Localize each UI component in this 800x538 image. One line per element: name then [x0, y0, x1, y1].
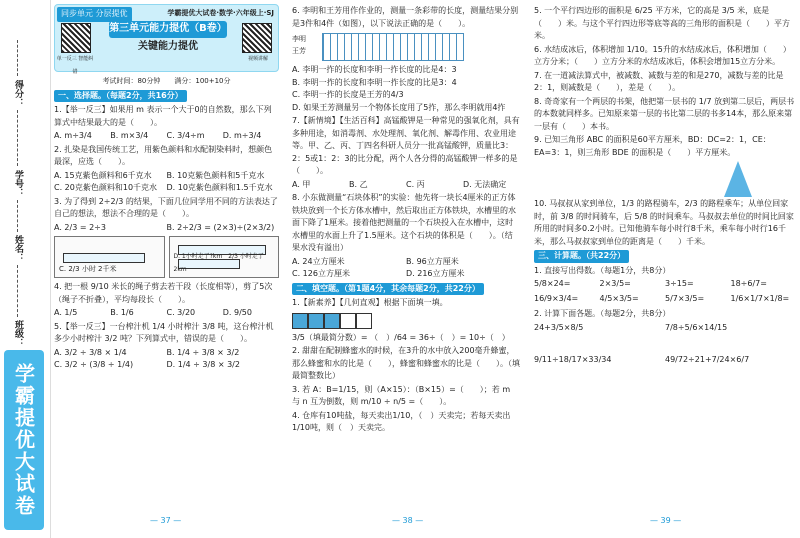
option[interactable]: B. 乙	[349, 179, 368, 189]
question-3: 3. 为了得到 2÷2/3 的结果，下面几位同学用不同的方法表达了自己的想法，想法不合理的是（ ）。	[54, 196, 278, 218]
option[interactable]: A. 15克紫色颜料和6千克水	[54, 170, 152, 180]
option[interactable]: C. 20克紫色颜料和10千克水	[54, 183, 158, 192]
option[interactable]: A. 李明一拃的长度和李明一拃长度的比是4：3	[292, 65, 457, 74]
diagram-c-label: C. 2/3 小时 2千米	[59, 264, 117, 273]
fill-3: 3. 若 A：B=1/15，则（A×15）：（B×15）=（ ）；若 m 与 n 互为倒数，则 m/10 ÷ n/5 =（ ）。	[292, 384, 511, 406]
option[interactable]: C. 126立方厘米	[292, 269, 350, 278]
column-left	[54, 4, 279, 372]
fill-5: 5. 一个平行四边形的面积是 6/25 平方米，它的高是 3/5 米，底是（ ）米。与这个平行四边形等底等高的三角形的面积是（ ）平方米。	[534, 6, 790, 40]
ruler-label-b: 王芳	[292, 47, 306, 55]
student-id-line	[17, 110, 19, 166]
section-choice: 一、选择题。（每题2分，共16分）	[54, 90, 187, 103]
ribbon-ruler-figure	[322, 33, 464, 61]
qr-code-right-icon[interactable]	[242, 23, 272, 53]
calc-1-items	[534, 278, 796, 307]
calc-item[interactable]: 7/8÷5/6×14/15	[665, 322, 728, 332]
option[interactable]: C. 丙	[406, 179, 425, 189]
column-right	[534, 4, 796, 369]
option[interactable]: A. 24立方厘米	[292, 256, 345, 266]
calc-1: 1. 直接写出得数。（每题1分，共8分）	[534, 265, 671, 275]
page-number-38: — 38 —	[392, 516, 424, 525]
question-8-options	[292, 256, 520, 281]
option[interactable]: B. 2÷2/3 = (2×3)÷(2×3/2)	[166, 222, 275, 232]
exam-header	[54, 4, 279, 75]
option[interactable]: B. 96立方厘米	[406, 256, 459, 266]
question-8: 8. 小东做测量“石块体积”的实验：他先将一块长4厘米的正方体铁块放到一个长方体水槽中，然后取出正方体铁块，水槽里的水面下降了1厘米。接着他把测量的一个石块投入在水槽中，这时水槽里的水面上升了1.5厘米。这个石块的体积是（ ）。（结果水没有溢出）	[292, 193, 516, 252]
page-number-37: — 37 —	[150, 516, 182, 525]
section-fill: 二、填空题。（第1题4分，其余每题2分，共22分）	[292, 283, 484, 296]
option[interactable]: C. 3/20	[166, 308, 196, 317]
question-1-options	[54, 130, 279, 143]
question-1: 1.【举一反三】如果用 m 表示一个大于0的自然数，那么下列算式中结果最大的是（ ）。	[54, 105, 272, 127]
calc-item[interactable]: 16/9×3/4=	[534, 293, 579, 303]
question-6: 6. 李明和王芳用作作业的，测量一条彩带的长度，测量结果分别是3件和4件（如图），以下说法正确的是（ ）。	[292, 6, 519, 28]
exam-subtitle: 关键能力提优	[138, 41, 198, 52]
question-7-options	[292, 179, 520, 192]
exam-meta: 考试时间：80分钟 满分：100+10分	[102, 77, 231, 85]
option[interactable]: D. 1/4 ÷ 3/8 × 3/2	[166, 360, 240, 369]
question-2-options	[54, 170, 279, 195]
block-filled	[308, 313, 324, 329]
diagram-d-label: D. 1小时走了?km 2/3 小时走了 2km	[173, 253, 264, 273]
calc-item[interactable]: 18÷6/7=	[730, 279, 767, 288]
calc-item[interactable]: 1/6×1/7×1/8=	[730, 293, 790, 303]
option[interactable]: D. 216立方厘米	[406, 269, 465, 278]
option[interactable]: A. 甲	[292, 179, 311, 189]
fill-7: 7. 在一道减法算式中，被减数、减数与差的和是270，减数与差的比是2：1，则减数是（ ），差是（ ）。	[534, 70, 784, 92]
fraction-blocks-figure	[292, 313, 520, 329]
calc-item[interactable]: 3÷15=	[665, 279, 694, 288]
fill-8: 8. 奇奇家有一个两层的书架，他把第一层书的 1/7 放到第二层后，两层书的本数就同样多。已知原来第一层的书比第二层的书多14本，那么原来第一层有（ ）本书。	[534, 96, 795, 131]
column-middle	[292, 4, 520, 436]
diagram-option-c[interactable]	[54, 236, 165, 278]
fill-9: 9. 已知三角形 ABC 的面积是60平方厘米，BD：DC=2：1，CE：EA=3：1，则三角形 BDE 的面积是（ ）平方厘米。	[534, 135, 771, 157]
option[interactable]: A. m÷3/4	[54, 131, 92, 140]
fill-1: 1.【新素养】【几何直观】根据下面填一填。	[292, 298, 448, 307]
option[interactable]: C. 3/2 ÷ (3/8 ÷ 1/4)	[54, 360, 134, 369]
name-label: 姓名：	[13, 235, 23, 262]
score-label: 得分：	[13, 80, 23, 107]
binding-strip	[0, 0, 51, 538]
score-line	[17, 40, 19, 76]
class-label: 班级：	[13, 320, 23, 347]
unit-tag: 同步单元 分层提优	[57, 7, 132, 22]
triangle-abc-figure	[724, 161, 752, 197]
question-3-options	[54, 222, 279, 235]
calc-2: 2. 计算下面各题。（每题2分，共8分）	[534, 309, 671, 318]
question-7: 7.【新情境】【生活百科】高锰酸钾是一种常见的强氧化剂，具有多种用途，如消毒剂、水处理剂、氧化剂、解毒作用、农业用途等。甲、乙、丙、丁四名科研人员分一批高锰酸钾，质量比3：2：5或1：2：3的比分配，两个人各分得的高锰酸钾一样多的是（ ）。	[292, 116, 520, 175]
option[interactable]: D. 无法确定	[463, 179, 507, 189]
name-line	[17, 200, 19, 232]
option[interactable]: D. m÷3/4	[222, 131, 262, 140]
block-filled	[292, 313, 308, 329]
fill-6: 6. 水结成冰后，体积增加 1/10。15升的水结成冰后，体积增加（ ）立方分米；（ ）立方分米的水结成冰后，体积会增加15立方分米。	[534, 44, 791, 66]
block-empty	[340, 313, 356, 329]
option[interactable]: B. 1/4 ÷ 3/8 × 3/2	[166, 347, 240, 357]
qr-code-left-icon[interactable]	[61, 23, 91, 53]
calc-item[interactable]: 5/7×3/5=	[665, 293, 705, 303]
question-2: 2. 扎染是我国传统工艺，用紫色颜料和水配制染料时，想颜色最深，应选（ ）。	[54, 144, 273, 166]
question-6-options	[292, 64, 520, 114]
option[interactable]: A. 3/2 ÷ 3/8 × 1/4	[54, 347, 127, 357]
ruler-label-a: 李明	[292, 35, 306, 43]
option[interactable]: B. m×3/4	[110, 131, 149, 140]
exam-title: 第三单元能力提优（B卷）	[109, 21, 227, 38]
calc-item[interactable]: 2×3/5=	[599, 279, 631, 288]
block-filled	[324, 313, 340, 329]
option[interactable]: D. 10克紫色颜料和1.5千克水	[166, 183, 273, 192]
calc-item[interactable]: 24+3/5×8/5	[534, 322, 584, 332]
question-4: 4. 把一根 9/10 米长的绳子剪去若干段（长度相等），剪了5次（绳子不折叠），平均每段长（ ）。	[54, 282, 273, 304]
qr-left-caption: 单一反三 智能纠错	[56, 56, 94, 75]
page-number-39: — 39 —	[650, 516, 682, 525]
option[interactable]: A. 1/5	[54, 308, 78, 317]
fill-10: 10. 马叔叔从家到单位，1/3 的路程骑车，2/3 的路程乘车；从单位回家时，前 3/8 的时间骑车，后 5/8 的时间乘车。马叔叔去单位的时间比回家所用的时间多0.2小时。已知他骑车每小时行8千米，乘车每小时行16千米，那么马叔叔家到单位的距离是（ ）千米。	[534, 199, 794, 246]
fill-1-expression: 3/5（填最简分数）= （ ）/64 = 36÷（ ）= 10÷（ ）	[292, 332, 510, 342]
student-id-label: 学号：	[13, 170, 23, 197]
option[interactable]: D. 如果王芳测量另一个物体长度用了5拃，那么李明就用4拃	[292, 102, 506, 112]
fill-4: 4. 仓库有10吨盐，每天卖出1/10，（ ）天卖完；若每天卖出1/10吨，则（ ）天卖完。	[292, 410, 511, 432]
option[interactable]: B. 1/6	[110, 308, 134, 317]
option[interactable]: C. 3/4÷m	[166, 131, 205, 140]
question-5-options	[54, 347, 279, 372]
option[interactable]: D. 9/50	[222, 308, 252, 317]
option[interactable]: B. 10克紫色颜料和5千克水	[166, 170, 265, 180]
calc-item[interactable]: 5/8×24=	[534, 279, 571, 288]
option[interactable]: B. 李明一拃的长度和李明一拃长度的比是3：4	[292, 77, 457, 87]
book-subject: 学霸提优大试卷·数学·六年级上·SJ	[167, 9, 274, 17]
option[interactable]: A. 2/3 = 2÷3	[54, 222, 106, 232]
question-5: 5.【举一反三】一台榨汁机 1/4 小时榨汁 3/8 吨，这台榨汁机多少小时榨汁 3/2 吨？下列算式中，错误的是（ ）。	[54, 321, 274, 343]
calc-item[interactable]: 9/11÷18/17×33/34	[534, 355, 612, 364]
calc-2-items	[534, 322, 796, 369]
class-line	[17, 265, 19, 317]
calc-item[interactable]: 4/5×3/5=	[599, 293, 639, 303]
question-4-options	[54, 307, 279, 320]
brand-banner: 学霸提优大试卷	[4, 350, 44, 530]
qr-right-caption: 视频讲解	[247, 56, 268, 62]
block-empty	[356, 313, 372, 329]
diagram-option-d[interactable]	[169, 236, 280, 278]
fill-2: 2. 甜甜在配制蜂蜜水的时候，在3升的水中放入200毫升蜂蜜，那么蜂蜜和水的比是（ ），蜂蜜和蜂蜜水的比是（ ）。（填最简整数比）	[292, 346, 520, 380]
calc-item[interactable]: 49/72÷21+7/24×6/7	[665, 355, 750, 364]
segment-bar	[63, 253, 145, 263]
section-calc: 三、计算题。（共22分）	[534, 250, 629, 263]
option[interactable]: C. 李明一拃的长度是王芳的4/3	[292, 90, 404, 99]
